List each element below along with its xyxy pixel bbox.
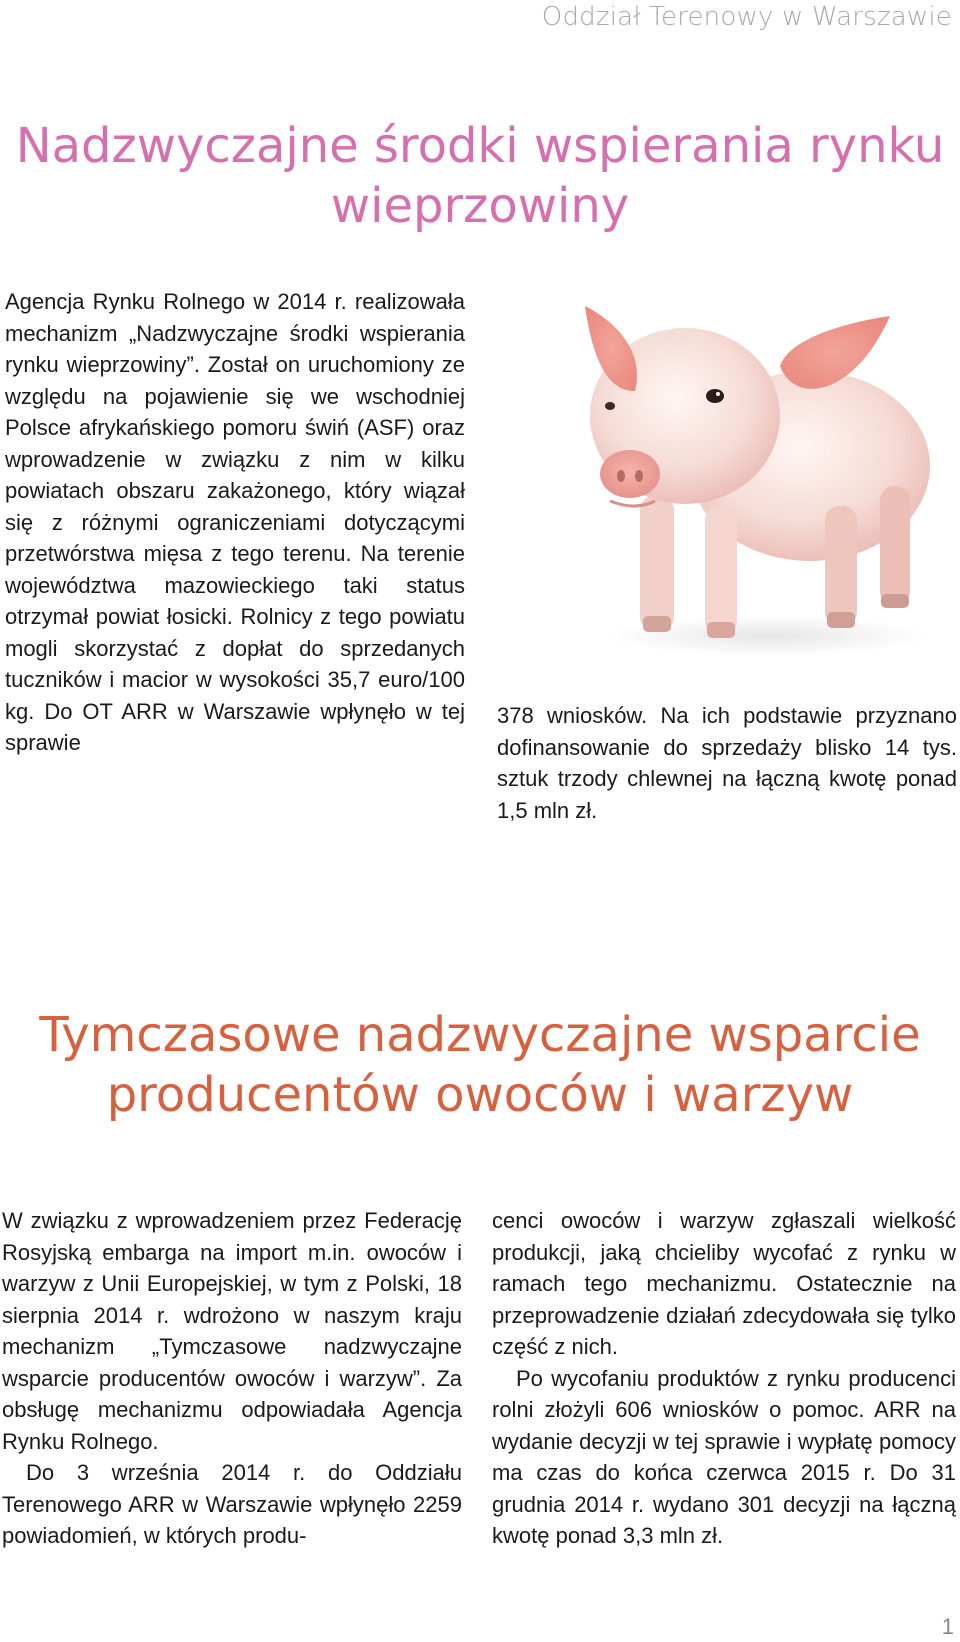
article-column-left-2: [2, 1205, 462, 1552]
paragraph: Po wycofaniu produktów z rynku producenci rolni złożyli 606 wniosków o pomoc. ARR na wydanie decyzji w tej sprawie i wypłatę pomocy ma czas do końca czerwca 2015 r. Do 31 grudnia 2014 r. wydano 301 decyzji na łączną kwotę ponad 3,3 mln zł.: [492, 1365, 956, 1548]
paragraph: W związku z wprowadzeniem przez Federację Rosyjską embarga na import m.in. owoców i warzyw z Unii Europejskiej, w tym z Polski, 18 sierpnia 2014 r. wdrożono w naszym kraju mechanizm „Tymczasowe nadzwyczajne wsparcie producentów owoców i warzyw”. Za obsługę mechanizmu odpowiadała Agencja Rynku Rolnego.: [2, 1208, 462, 1454]
paragraph: 378 wniosków. Na ich podstawie przyznano dofinansowanie do sprzedaży blisko 14 tys. sztuk trzody chlewnej na łączną kwotę ponad 1,5 mln zł.: [497, 703, 957, 823]
office-header: Oddział Terenowy w Warszawie: [541, 2, 952, 32]
paragraph: Agencja Rynku Rolnego w 2014 r. realizowała mechanizm „Nadzwyczajne środki wspierania rynku wieprzowiny”. Został on uruchomiony ze względu na pojawienie się we wschodniej Polsce afrykańskiego pomoru świń (ASF) oraz wprowadzenie w związku z nim w kilku powiatach obszaru zakażonego, który wiązał się z różnymi ograniczeniami dotyczącymi przetwórstwa mięsa z tego terenu. Na terenie województwa mazowieckiego taki status otrzymał powiat łosicki. Rolnicy z tego powiatu mogli skorzystać z dopłat do sprzedanych tuczników i macior w wysokości 35,7 euro/100 kg. Do OT ARR w Warszawie wpłynęło w tej sprawie: [5, 289, 465, 755]
section-title-fruit-veg-support: Tymczasowe nadzwyczajne wsparcie producentów owoców i warzyw: [39, 1007, 921, 1123]
page-number: 1: [941, 1614, 954, 1639]
article-column-left: [5, 286, 465, 759]
article-column-right: [497, 700, 957, 826]
article-column-right-2: [492, 1205, 956, 1552]
paragraph: cenci owoców i warzyw zgłaszali wielkość produkcji, jaką chcieliby wycofać z rynku w ramach tego mechanizmu. Ostatecznie na przeprowadzenie działań zdecydowała się tylko część z nich.: [492, 1208, 956, 1359]
paragraph: Do 3 września 2014 r. do Oddziału Terenowego ARR w Warszawie wpłynęło 2259 powiadomień, w których produ-: [2, 1460, 462, 1548]
section-title-pork-market: Nadzwyczajne środki wspierania rynku wieprzowiny: [15, 118, 945, 234]
piglet-photo: [555, 296, 955, 686]
